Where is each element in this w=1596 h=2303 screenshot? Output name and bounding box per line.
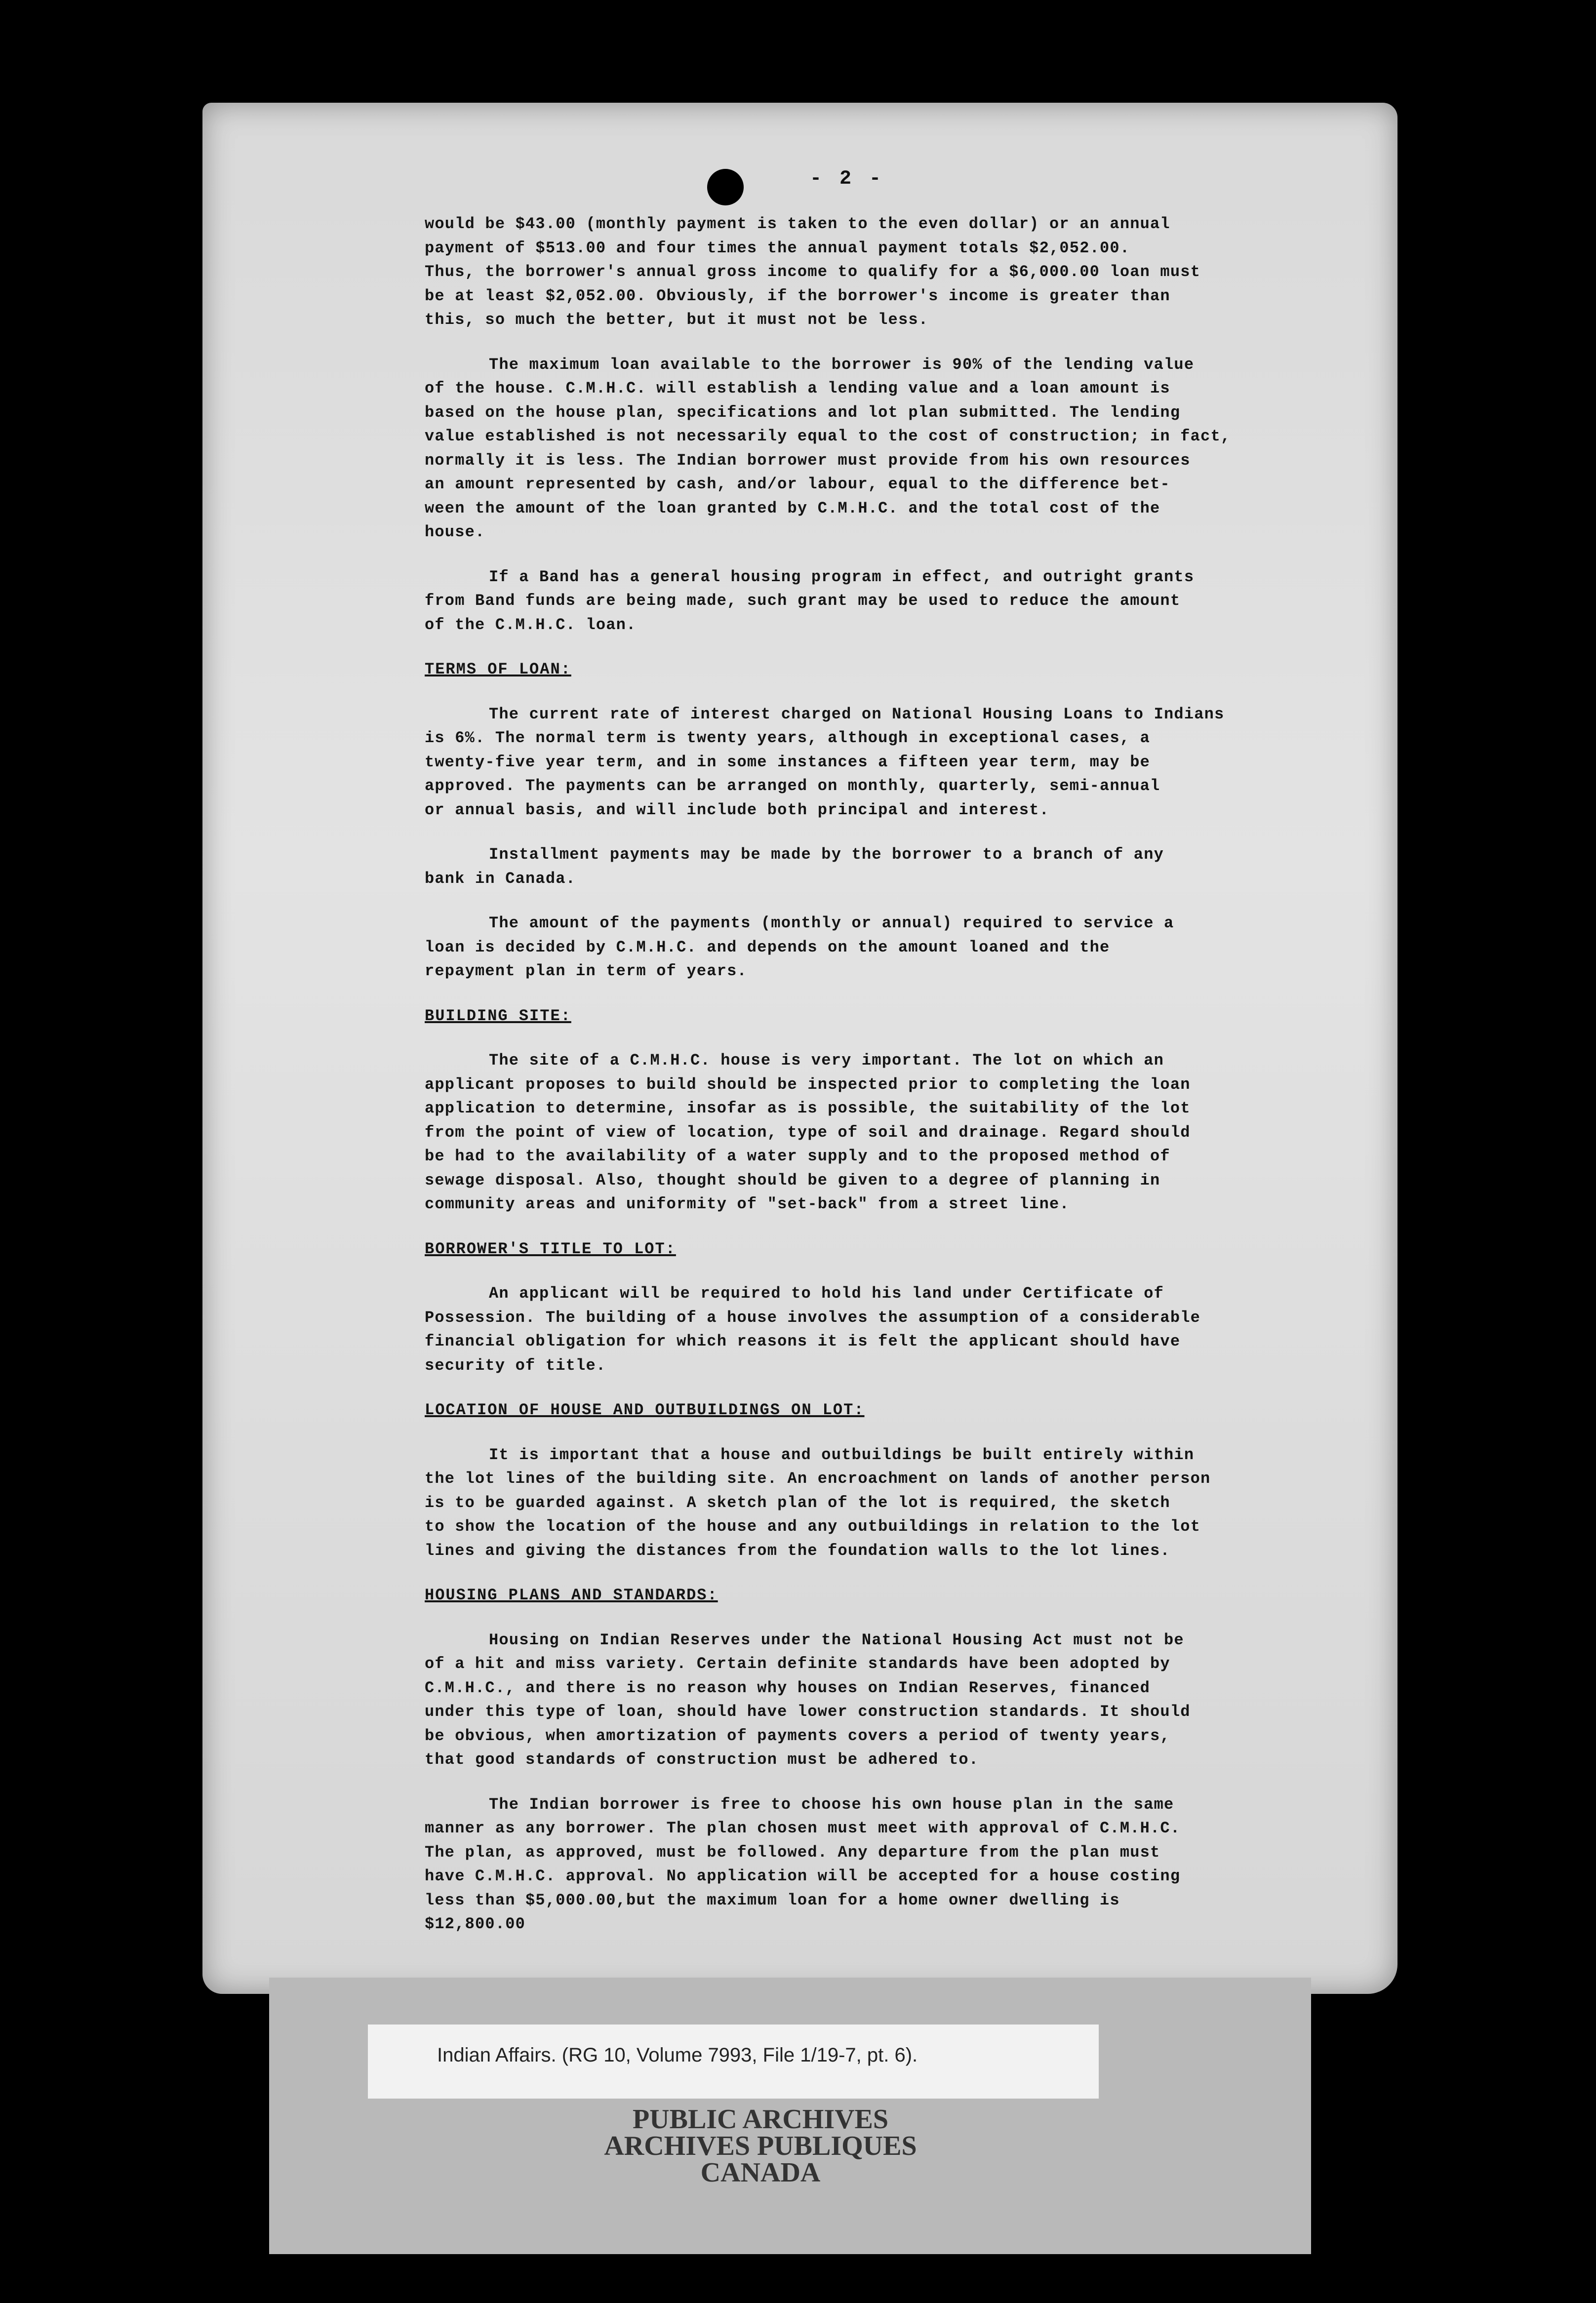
- body-paragraph: Installment payments may be made by the borrower to a branch of any bank in Canada.: [425, 845, 1164, 888]
- body-paragraph: The Indian borrower is free to choose his own house plan in the same manner as any borrower. The plan chosen must meet with approval of C.M.H.C. The plan, as approved, must be followed. Any departure from the plan must have C.M.H.C. approval. No application will be accepted for a house costing less than $5,000.00,but the maximum loan for a home owner dwelling is $12,800.00: [425, 1795, 1181, 1933]
- section-heading: LOCATION OF HOUSE AND OUTBUILDINGS ON LOT:: [425, 1401, 865, 1419]
- body-paragraph: It is important that a house and outbuildings be built entirely within the lot lines of the building site. An encroachment on lands of another person is to be guarded against. A sketch plan of the lot is required, the sketch to show the location of the house and any outbuildings in relation to the lot lines and giving the distances from the foundation walls to the lot lines.: [425, 1445, 1211, 1560]
- archive-stamp: [563, 2106, 958, 2186]
- section-heading: HOUSING PLANS AND STANDARDS:: [425, 1586, 718, 1604]
- body-paragraph: An applicant will be required to hold his land under Certificate of Possession. The building of a house involves the assumption of a considerable financial obligation for which reasons it is felt the applicant should have security of title.: [425, 1284, 1201, 1375]
- body-paragraph: The site of a C.M.H.C. house is very important. The lot on which an applicant proposes to build should be inspected prior to completing the loan application to determine, insofar as is possible, the suitability of the lot from the point of view of location, type of soil and drainage. Regard should be had to the availability of a water supply and to the proposed method of sewage disposal. Also, thought should be given to a degree of planning in community areas and uniformity of "set-back" from a street line.: [425, 1051, 1191, 1213]
- body-paragraph: The maximum loan available to the borrower is 90% of the lending value of the house. C.M.H.C. will establish a lending value and a loan amount is based on the house plan, specifications and lot plan submitted. The lending value established is not necessarily equal to the cost of construction; in fact, normally it is less. The Indian borrower must provide from his own resources an amount represented by cash, and/or labour, equal to the difference bet- ween the amount of the loan granted by C.M.H.C. and the total cost of the house.: [425, 355, 1231, 541]
- punch-hole: [707, 169, 744, 205]
- stamp-line: CANADA: [700, 2157, 821, 2188]
- section-heading: BORROWER'S TITLE TO LOT:: [425, 1239, 676, 1258]
- stamp-line: PUBLIC ARCHIVES: [632, 2104, 889, 2135]
- body-paragraph: The amount of the payments (monthly or annual) required to service a loan is decided by C.M.H.C. and depends on the amount loaned and the repayment plan in term of years.: [425, 914, 1174, 980]
- page-number: - 2 -: [810, 168, 884, 190]
- body-paragraph: If a Band has a general housing program in effect, and outright grants from Band funds are being made, such grant may be used to reduce the amount of the C.M.H.C. loan.: [425, 567, 1195, 634]
- stamp-line: ARCHIVES PUBLIQUES: [604, 2131, 917, 2161]
- section-heading: TERMS OF LOAN:: [425, 660, 571, 678]
- archive-citation: Indian Affairs. (RG 10, Volume 7993, File 1/19-7, pt. 6).: [437, 2044, 918, 2066]
- document-body: [425, 212, 1328, 1957]
- section-heading: BUILDING SITE:: [425, 1006, 571, 1025]
- body-paragraph: The current rate of interest charged on National Housing Loans to Indians is 6%. The normal term is twenty years, although in exceptional cases, a twenty-five year term, and in some instances a fifteen year term, may be approved. The payments can be arranged on monthly, quarterly, semi-annual or annual basis, and will include both principal and interest.: [425, 705, 1225, 819]
- body-paragraph: would be $43.00 (monthly payment is taken to the even dollar) or an annual payment of $513.00 and four times the annual payment totals $2,052.00. Thus, the borrower's annual gross income to qualify for a $6,000.00 loan must be at least $2,052.00. Obviously, if the borrower's income is greater than this, so much the better, but it must not be less.: [425, 215, 1201, 329]
- body-paragraph: Housing on Indian Reserves under the National Housing Act must not be of a hit and miss variety. Certain definite standards have been adopted by C.M.H.C., and there is no reason why houses on Indian Reserves, financed under this type of loan, should have lower construction standards. It should be obvious, when amortization of payments covers a period of twenty years, that good standards of construction must be adhered to.: [425, 1630, 1191, 1769]
